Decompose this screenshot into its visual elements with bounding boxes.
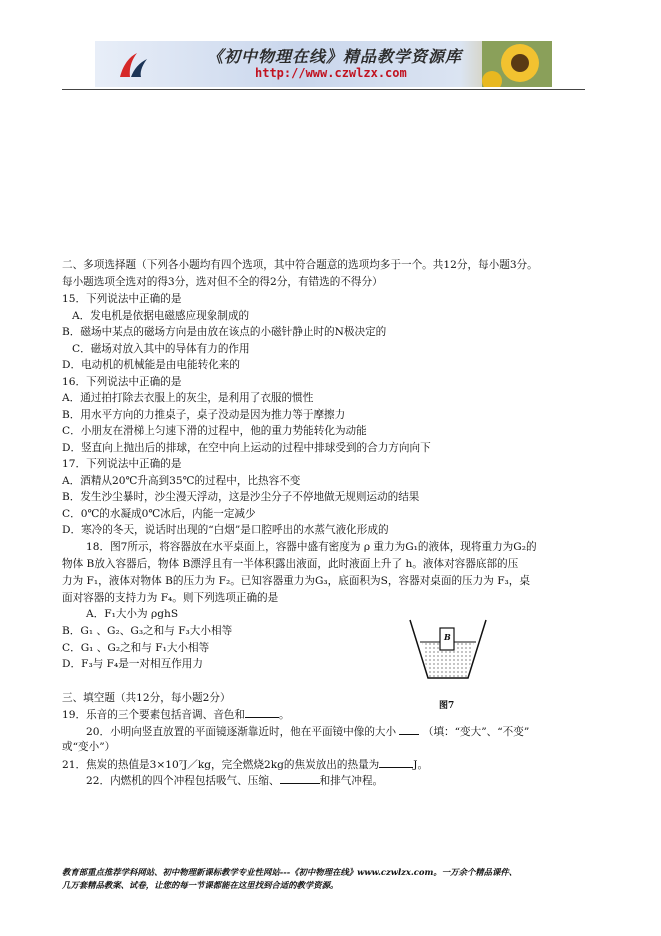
question-20-line-2: 或“变小”） [62,741,116,753]
footer-line-1: 教育部重点推荐学科网站、初中物理新课标教学专业性网站---《初中物理在线》www.czwlzx.com。一万余个精品课件、 [62,867,518,877]
q17-option-b: B．发生沙尘暴时，沙尘漫天浮动，这是沙尘分子不停地做无规则运动的结果 [62,491,420,503]
q18-option-b: B．G₁ 、G₂、G₃之和与 F₃大小相等 [62,625,233,637]
q17-option-d: D．寒冷的冬天，说话时出现的“白烟”是口腔呼出的水蒸气液化形成的 [62,524,389,536]
q15-option-b: B．磁场中某点的磁场方向是由放在该点的小磁针静止时的N极决定的 [62,326,387,338]
q17-option-a: A．酒精从20℃升高到35℃的过程中，比热容不变 [62,475,301,487]
header-divider [62,89,585,90]
q18-option-c: C．G₁ 、G₂之和与 F₁大小相等 [62,642,210,654]
q15-option-c: C．磁场对放入其中的导体有力的作用 [72,343,250,355]
q18-option-d: D．F₃与 F₄是一对相互作用力 [62,658,203,670]
figure-7-container-diagram [408,618,488,680]
header-banner [95,41,552,87]
question-19: 19．乐音的三个要素包括音调、音色和 。 [62,709,290,721]
question-18-line-2: 物体 B放入容器后，物体 B漂浮且有一半体积露出液面，此时液面上升了 h。液体对容器底部的压 [62,558,519,570]
object-b-label: B [444,632,451,642]
question-17: 17．下列说法中正确的是 [62,458,182,470]
q18-option-a: A．F₁大小为 ρghS [86,608,179,620]
q17-option-c: C．0℃的水凝成0℃冰后，内能一定减少 [62,508,256,520]
section-2-heading: 二、多项选择题（下列各小题均有四个选项，其中符合题意的选项均多于一个。共12分，每小题3分。 [62,259,538,271]
q16-option-d: D．竖直向上抛出后的排球，在空中向上运动的过程中排球受到的合力方向向下 [62,442,431,454]
q15-option-d: D．电动机的机械能是由电能转化来的 [62,359,240,371]
question-15: 15．下列说法中正确的是 [62,293,182,305]
question-22: 22．内燃机的四个冲程包括吸气、压缩、 和排气冲程。 [86,775,384,787]
section-3-heading: 三、填空题（共12分，每小题2分） [62,692,231,704]
banner-url[interactable]: http://www.czwlzx.com [255,66,407,80]
question-16: 16．下列说法中正确的是 [62,376,182,388]
question-21: 21．焦炭的热值是3×10⁷J／kg，完全燃烧2kg的焦炭放出的热量为 J。 [62,759,429,771]
sunflower-icon [482,41,552,87]
figure-7-caption: 图7 [439,701,455,711]
section-2-instructions: 每小题选项全选对的得3分，选对但不全的得2分，有错选的不得分） [62,276,383,288]
q16-option-c: C．小朋友在滑梯上匀速下滑的过程中，他的重力势能转化为动能 [62,425,367,437]
banner-title: 《初中物理在线》精品教学资源库 [207,47,463,66]
logo-icon [117,49,151,81]
question-18-line-4: 面对容器的支持力为 F₄。则下列选项正确的是 [62,592,279,604]
question-18-line-3: 力为 F₁，液体对物体 B的压力为 F₂。已知容器重力为G₃，底面积为S，容器对桌面的压力为 F₃，桌 [62,575,530,587]
q16-option-a: A．通过拍打除去衣服上的灰尘，是利用了衣服的惯性 [62,392,314,404]
q15-option-a: A．发电机是依据电磁感应现象制成的 [72,310,250,322]
question-20: 20．小明向竖直放置的平面镜逐渐靠近时，他在平面镜中像的大小 （填：“变大”、“不变” [86,726,530,738]
question-18: 18．图7所示，将容器放在水平桌面上，容器中盛有密度为 ρ 重力为G₁的液体，现将重力为G₂的 [86,541,537,553]
q16-option-b: B．用水平方向的力推桌子，桌子没动是因为推力等于摩擦力 [62,409,346,421]
footer-line-2: 几万套精品教案、试卷，让您的每一节课都能在这里找到合适的教学资源。 [62,880,339,890]
